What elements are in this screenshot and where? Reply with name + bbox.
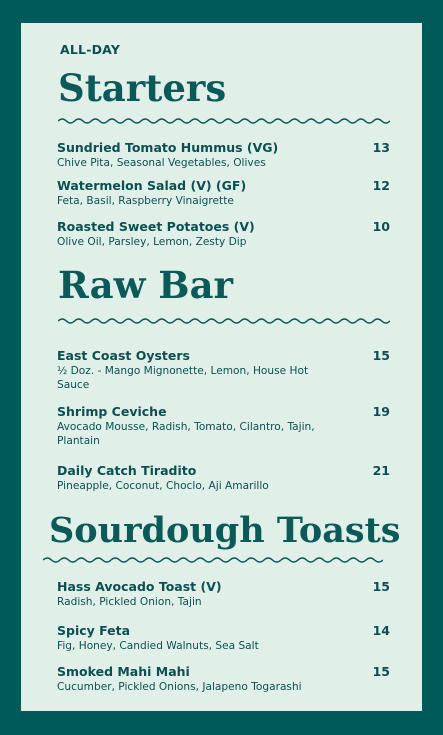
item-description: Cucumber, Pickled Onions, Jalapeno Togarashi xyxy=(57,681,302,693)
item-name: Sundried Tomato Hummus (VG) xyxy=(57,140,279,155)
item-price: 10 xyxy=(372,219,390,234)
item-name: Roasted Sweet Potatoes (V) xyxy=(57,219,255,234)
menu-item xyxy=(57,623,390,653)
item-price: 13 xyxy=(372,140,390,155)
item-description: Feta, Basil, Raspberry Vinaigrette xyxy=(57,195,234,207)
item-name: Smoked Mahi Mahi xyxy=(57,664,190,679)
menu-item xyxy=(57,178,390,208)
item-name: Shrimp Ceviche xyxy=(57,404,167,419)
menu-item xyxy=(57,664,390,694)
item-price: 15 xyxy=(372,348,390,363)
item-name: Daily Catch Tiradito xyxy=(57,463,197,478)
wave-divider xyxy=(58,117,390,125)
menu-item xyxy=(57,219,390,249)
wave-divider xyxy=(43,556,383,564)
menu-item xyxy=(57,404,390,448)
section-title-raw-bar: Raw Bar xyxy=(58,263,234,307)
item-description: ½ Doz. - Mango Mignonette, Lemon, House Hot Sauce xyxy=(57,365,309,391)
menu-item xyxy=(57,348,390,392)
menu-card xyxy=(21,23,422,711)
item-price: 14 xyxy=(372,623,390,638)
item-price: 12 xyxy=(372,178,390,193)
section-title-sourdough-toasts: Sourdough Toasts xyxy=(49,510,401,551)
item-description: Pineapple, Coconut, Choclo, Aji Amarillo xyxy=(57,480,269,492)
item-name: Watermelon Salad (V) (GF) xyxy=(57,178,247,193)
item-price: 19 xyxy=(372,404,390,419)
item-price: 15 xyxy=(372,579,390,594)
menu-item xyxy=(57,463,390,493)
item-description: Chive Pita, Seasonal Vegetables, Olives xyxy=(57,157,266,169)
item-name: Hass Avocado Toast (V) xyxy=(57,579,222,594)
item-description: Avocado Mousse, Radish, Tomato, Cilantro, Tajin, Plantain xyxy=(57,421,315,447)
item-description: Radish, Pickled Onion, Tajin xyxy=(57,596,202,608)
menu-kicker: ALL-DAY xyxy=(60,42,121,57)
item-description: Olive Oil, Parsley, Lemon, Zesty Dip xyxy=(57,236,247,248)
item-description: Fig, Honey, Candied Walnuts, Sea Salt xyxy=(57,640,259,652)
item-price: 15 xyxy=(372,664,390,679)
menu-item xyxy=(57,140,390,170)
item-name: Spicy Feta xyxy=(57,623,131,638)
item-price: 21 xyxy=(372,463,390,478)
wave-divider xyxy=(58,317,390,325)
menu-item xyxy=(57,579,390,609)
section-title-starters: Starters xyxy=(58,66,227,110)
item-name: East Coast Oysters xyxy=(57,348,190,363)
